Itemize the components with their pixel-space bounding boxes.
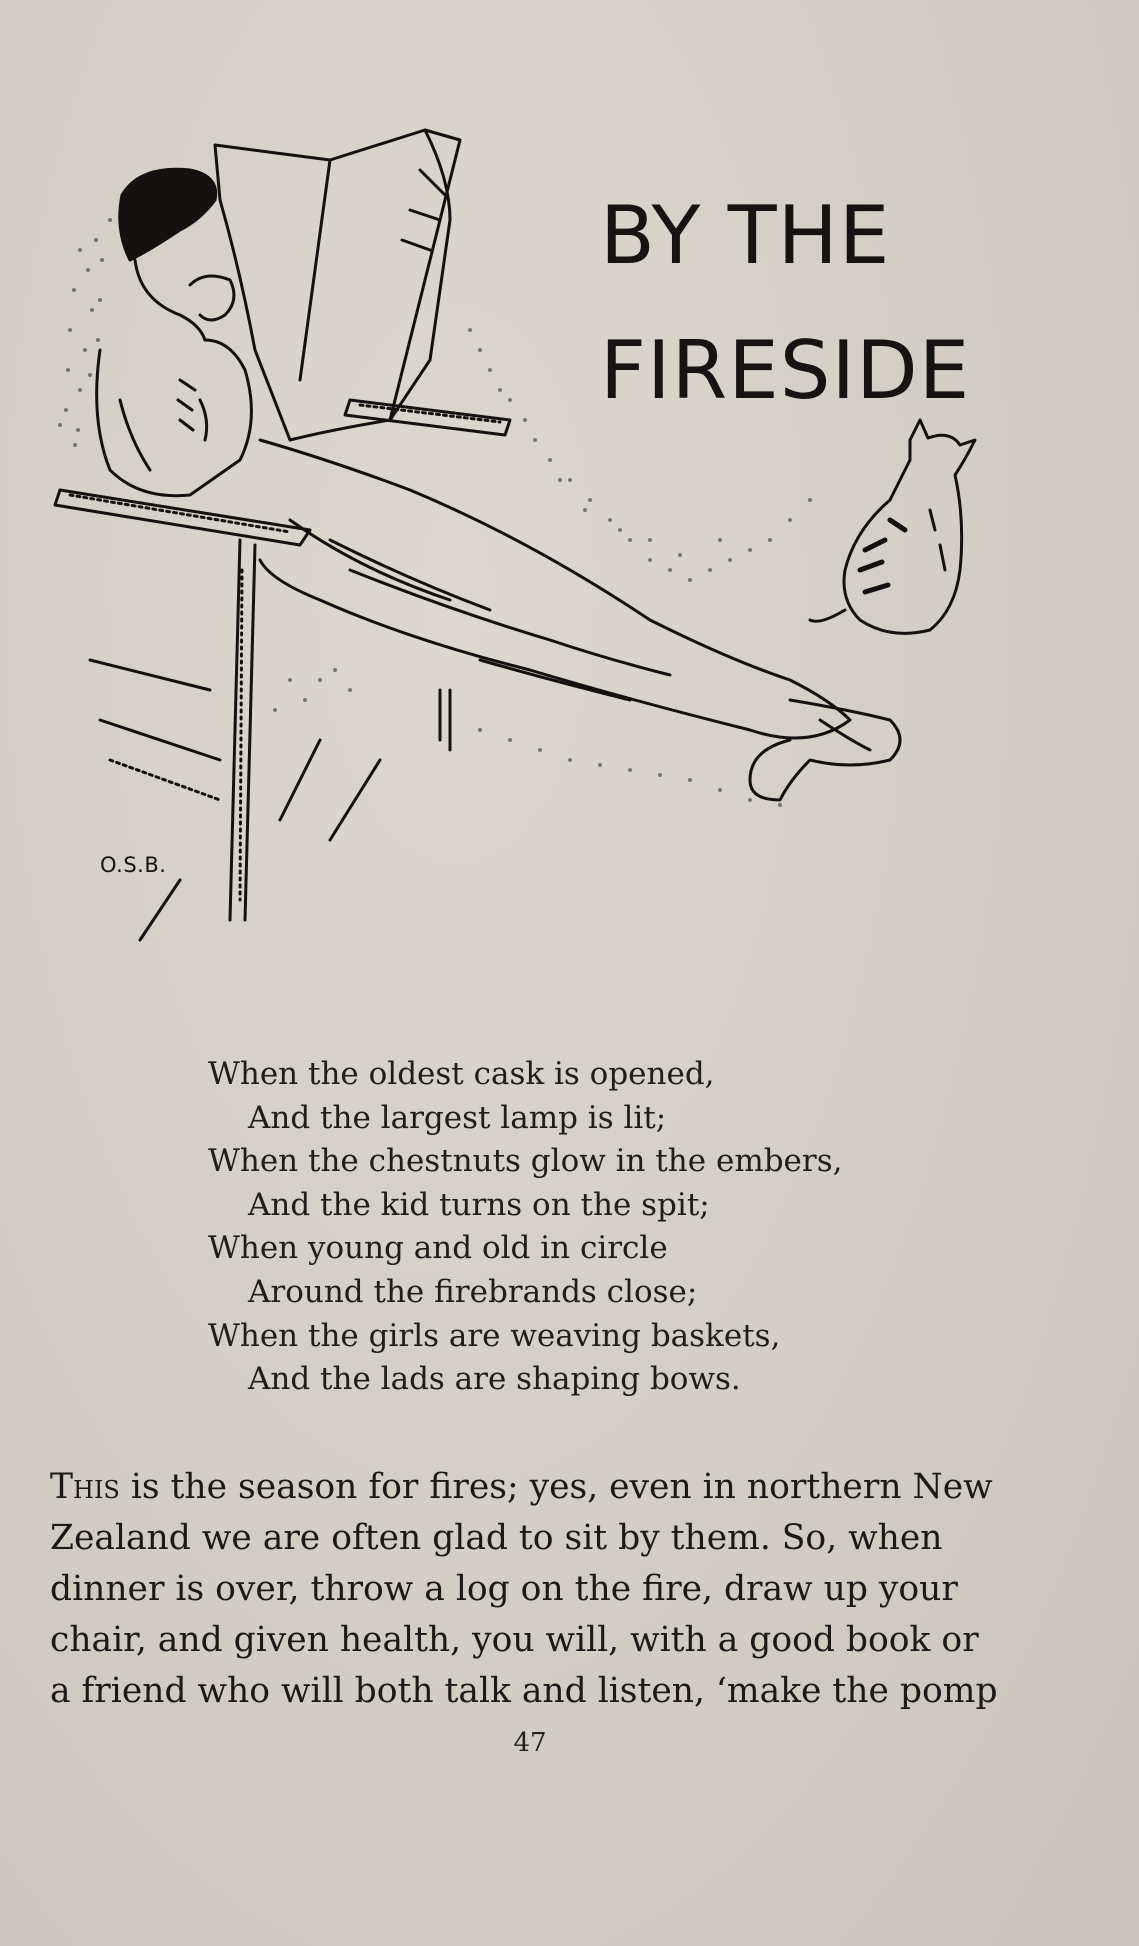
prose-line-1-rest: is the season for fires; yes, even in northern New (119, 1467, 993, 1507)
poem-line: When the girls are weaving baskets, (208, 1317, 781, 1354)
poem-line: And the kid turns on the spit; (248, 1186, 710, 1223)
cat (844, 420, 975, 633)
prose-line: Zealand we are often glad to sit by them. So, when (50, 1518, 943, 1558)
prose-line: dinner is over, throw a log on the fire, draw up your (50, 1569, 958, 1609)
feet (750, 700, 900, 800)
title-line-1: BY THE (600, 189, 891, 282)
poem-line: And the largest lamp is lit; (248, 1099, 667, 1136)
newspaper (215, 130, 460, 440)
poem-line: When young and old in circle (208, 1230, 668, 1267)
prose-line: chair, and given health, you will, with a good book or (50, 1620, 979, 1660)
body-paragraph (50, 1462, 1010, 1717)
poem-epigraph (208, 1053, 843, 1402)
prose-line (50, 1462, 1010, 1513)
poem-line: When the oldest cask is opened, (208, 1056, 715, 1092)
lead-word: This (50, 1467, 120, 1507)
prose-line: a friend who will both talk and listen, ‘make the pomp (50, 1671, 998, 1711)
page-number: 47 (513, 1728, 547, 1758)
artist-signature: O.S.B. (100, 853, 167, 877)
poem-line: Around the firebrands close; (248, 1273, 698, 1310)
title-line-2: FIRESIDE (600, 324, 971, 417)
poem-line: And the lads are shaping bows. (248, 1361, 741, 1398)
hair (120, 169, 216, 260)
chapter-title (600, 168, 1020, 438)
poem-line: When the chestnuts glow in the embers, (208, 1143, 843, 1180)
trousers (260, 440, 850, 738)
